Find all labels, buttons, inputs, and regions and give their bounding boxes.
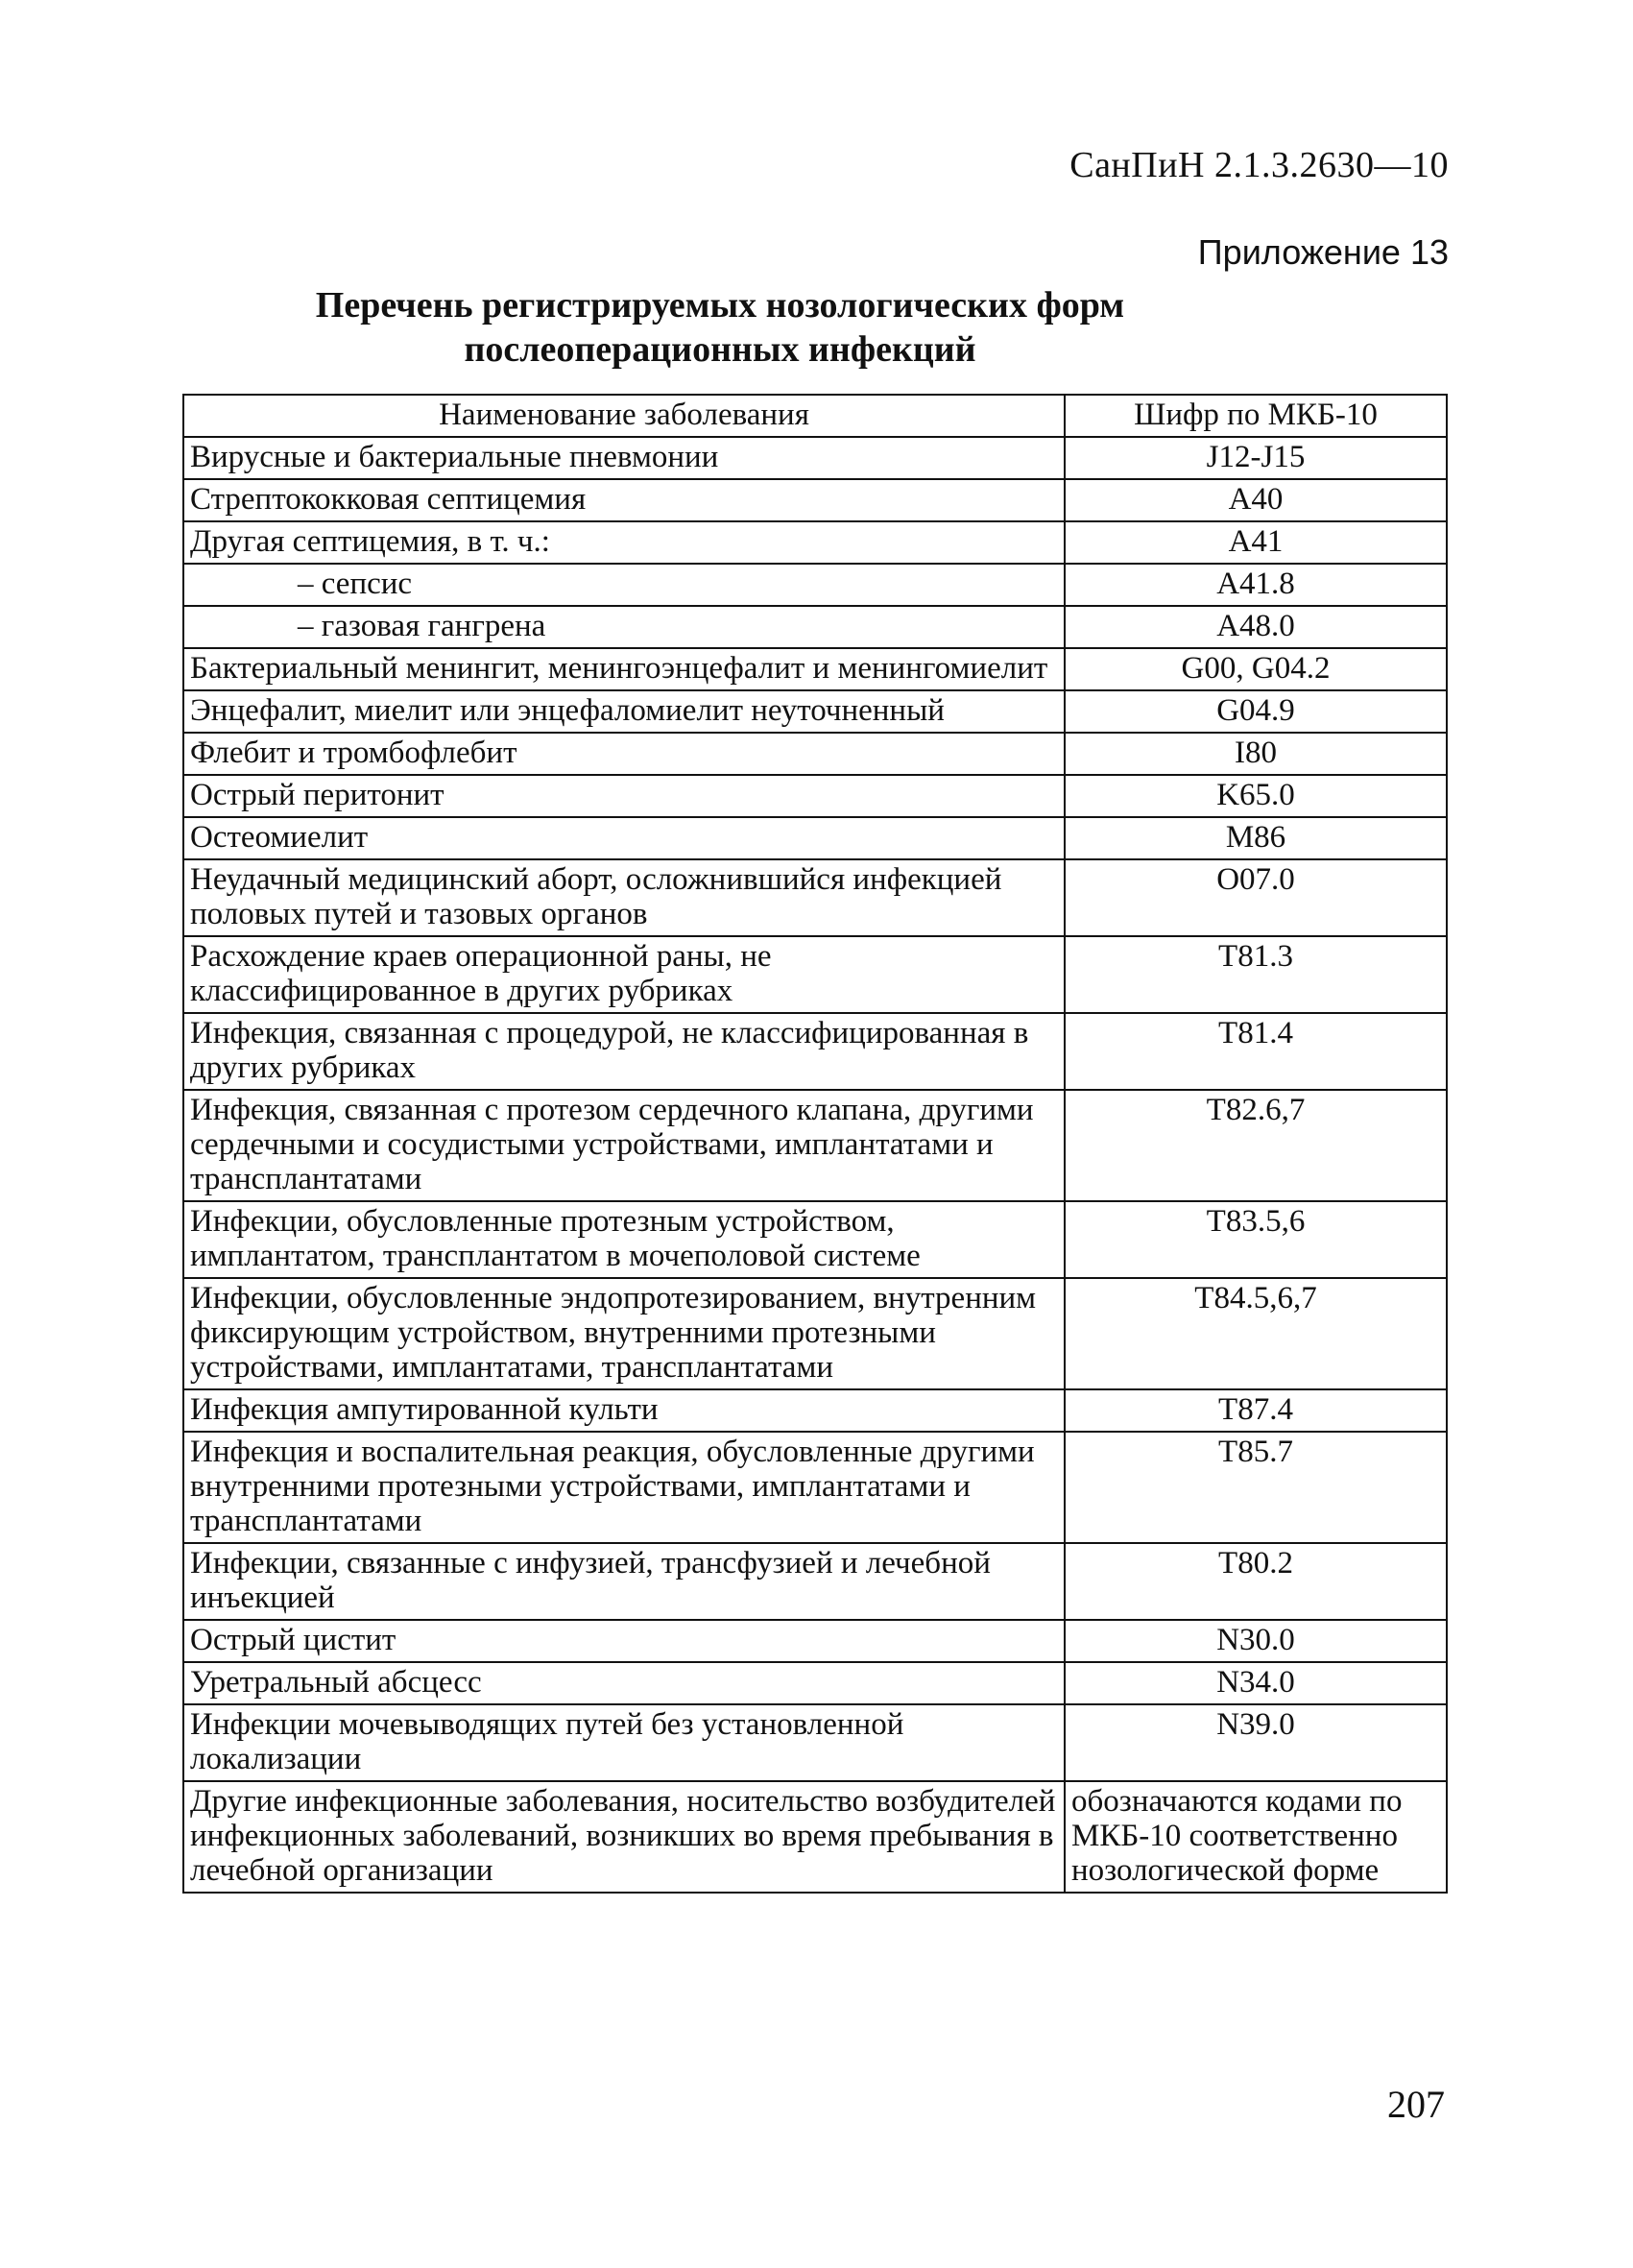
icd-code: N39.0 (1065, 1704, 1447, 1781)
icd-code: T81.3 (1065, 936, 1447, 1013)
table-row (183, 1013, 1447, 1090)
infections-table-wrapper (182, 394, 1446, 1894)
disease-name: Инфекция ампутированной культи (183, 1389, 1065, 1432)
disease-name: Острый перитонит (183, 775, 1065, 817)
table-row (183, 1704, 1447, 1781)
table-header-row (183, 395, 1447, 437)
disease-name: Уретральный абсцесс (183, 1662, 1065, 1704)
disease-name: Инфекция, связанная с процедурой, не классифицированная в других рубриках (183, 1013, 1065, 1090)
table-row (183, 564, 1447, 606)
table-row (183, 859, 1447, 936)
icd-code: T83.5,6 (1065, 1201, 1447, 1278)
icd-code: N30.0 (1065, 1620, 1447, 1662)
disease-name: Вирусные и бактериальные пневмонии (183, 437, 1065, 479)
table-row (183, 1278, 1447, 1389)
page-number: 207 (1387, 2083, 1445, 2126)
table-row (183, 521, 1447, 564)
table-row (183, 1620, 1447, 1662)
disease-name: Инфекции, обусловленные протезным устройством, имплантатом, трансплантатом в мочеполовой системе (183, 1201, 1065, 1278)
icd-code: T85.7 (1065, 1432, 1447, 1543)
icd-code: А41 (1065, 521, 1447, 564)
disease-name: Бактериальный менингит, менингоэнцефалит и менингомиелит (183, 648, 1065, 690)
icd-code: J12-J15 (1065, 437, 1447, 479)
appendix-label: Приложение 13 (1197, 232, 1449, 272)
disease-name: Инфекции мочевыводящих путей без установленной локализации (183, 1704, 1065, 1781)
disease-name: Инфекции, связанные с инфузией, трансфузией и лечебной инъекцией (183, 1543, 1065, 1620)
icd-code: T80.2 (1065, 1543, 1447, 1620)
table-row (183, 606, 1447, 648)
disease-name: Неудачный медицинский аборт, осложнившийся инфекцией половых путей и тазовых органов (183, 859, 1065, 936)
disease-name: Стрептококковая септицемия (183, 479, 1065, 521)
disease-name: Остеомиелит (183, 817, 1065, 859)
table-row (183, 936, 1447, 1013)
column-header-disease: Наименование заболевания (183, 395, 1065, 437)
page-title (182, 283, 1258, 372)
table-row (183, 1543, 1447, 1620)
icd-code: А40 (1065, 479, 1447, 521)
column-header-icd-code: Шифр по МКБ-10 (1065, 395, 1447, 437)
disease-name: Другие инфекционные заболевания, носительство возбудителей инфекционных заболеваний, возникших во время пребывания в лечебной организации (183, 1781, 1065, 1893)
disease-name: Острый цистит (183, 1620, 1065, 1662)
table-row (183, 1662, 1447, 1704)
icd-code: N34.0 (1065, 1662, 1447, 1704)
infections-table (182, 394, 1448, 1894)
icd-code: M86 (1065, 817, 1447, 859)
table-row (183, 690, 1447, 733)
icd-code: O07.0 (1065, 859, 1447, 936)
table-row (183, 437, 1447, 479)
disease-name: Флебит и тромбофлебит (183, 733, 1065, 775)
table-row (183, 733, 1447, 775)
table-row (183, 1781, 1447, 1893)
disease-name: Инфекции, обусловленные эндопротезированием, внутренним фиксирующим устройством, внутренними протезными устройствами, имплантатами, трансплантатами (183, 1278, 1065, 1389)
disease-name: – сепсис (183, 564, 1065, 606)
icd-code: K65.0 (1065, 775, 1447, 817)
document-code: СанПиН 2.1.3.2630—10 (1069, 145, 1449, 185)
title-line-1: Перечень регистрируемых нозологических форм (315, 285, 1125, 326)
table-row (183, 1201, 1447, 1278)
icd-code: А41.8 (1065, 564, 1447, 606)
table-row (183, 1090, 1447, 1201)
icd-code: I80 (1065, 733, 1447, 775)
disease-name: Расхождение краев операционной раны, не классифицированное в других рубриках (183, 936, 1065, 1013)
table-row (183, 817, 1447, 859)
icd-code: T81.4 (1065, 1013, 1447, 1090)
table-row (183, 648, 1447, 690)
table-row (183, 479, 1447, 521)
disease-name: Инфекция и воспалительная реакция, обусловленные другими внутренними протезными устройствами, имплантатами и трансплантатами (183, 1432, 1065, 1543)
disease-name: Инфекция, связанная с протезом сердечного клапана, другими сердечными и сосудистыми устройствами, имплантатами и трансплантатами (183, 1090, 1065, 1201)
title-line-2: послеоперационных инфекций (464, 329, 976, 370)
table-row (183, 1432, 1447, 1543)
icd-code: А48.0 (1065, 606, 1447, 648)
icd-code: T84.5,6,7 (1065, 1278, 1447, 1389)
disease-name: – газовая гангрена (183, 606, 1065, 648)
icd-code-note: обозначаются кодами по МКБ-10 соответственно нозологической форме (1065, 1781, 1447, 1893)
disease-name: Энцефалит, миелит или энцефаломиелит неуточненный (183, 690, 1065, 733)
icd-code: T82.6,7 (1065, 1090, 1447, 1201)
icd-code: G04.9 (1065, 690, 1447, 733)
disease-name: Другая септицемия, в т. ч.: (183, 521, 1065, 564)
icd-code: T87.4 (1065, 1389, 1447, 1432)
icd-code: G00, G04.2 (1065, 648, 1447, 690)
table-row (183, 1389, 1447, 1432)
table-row (183, 775, 1447, 817)
